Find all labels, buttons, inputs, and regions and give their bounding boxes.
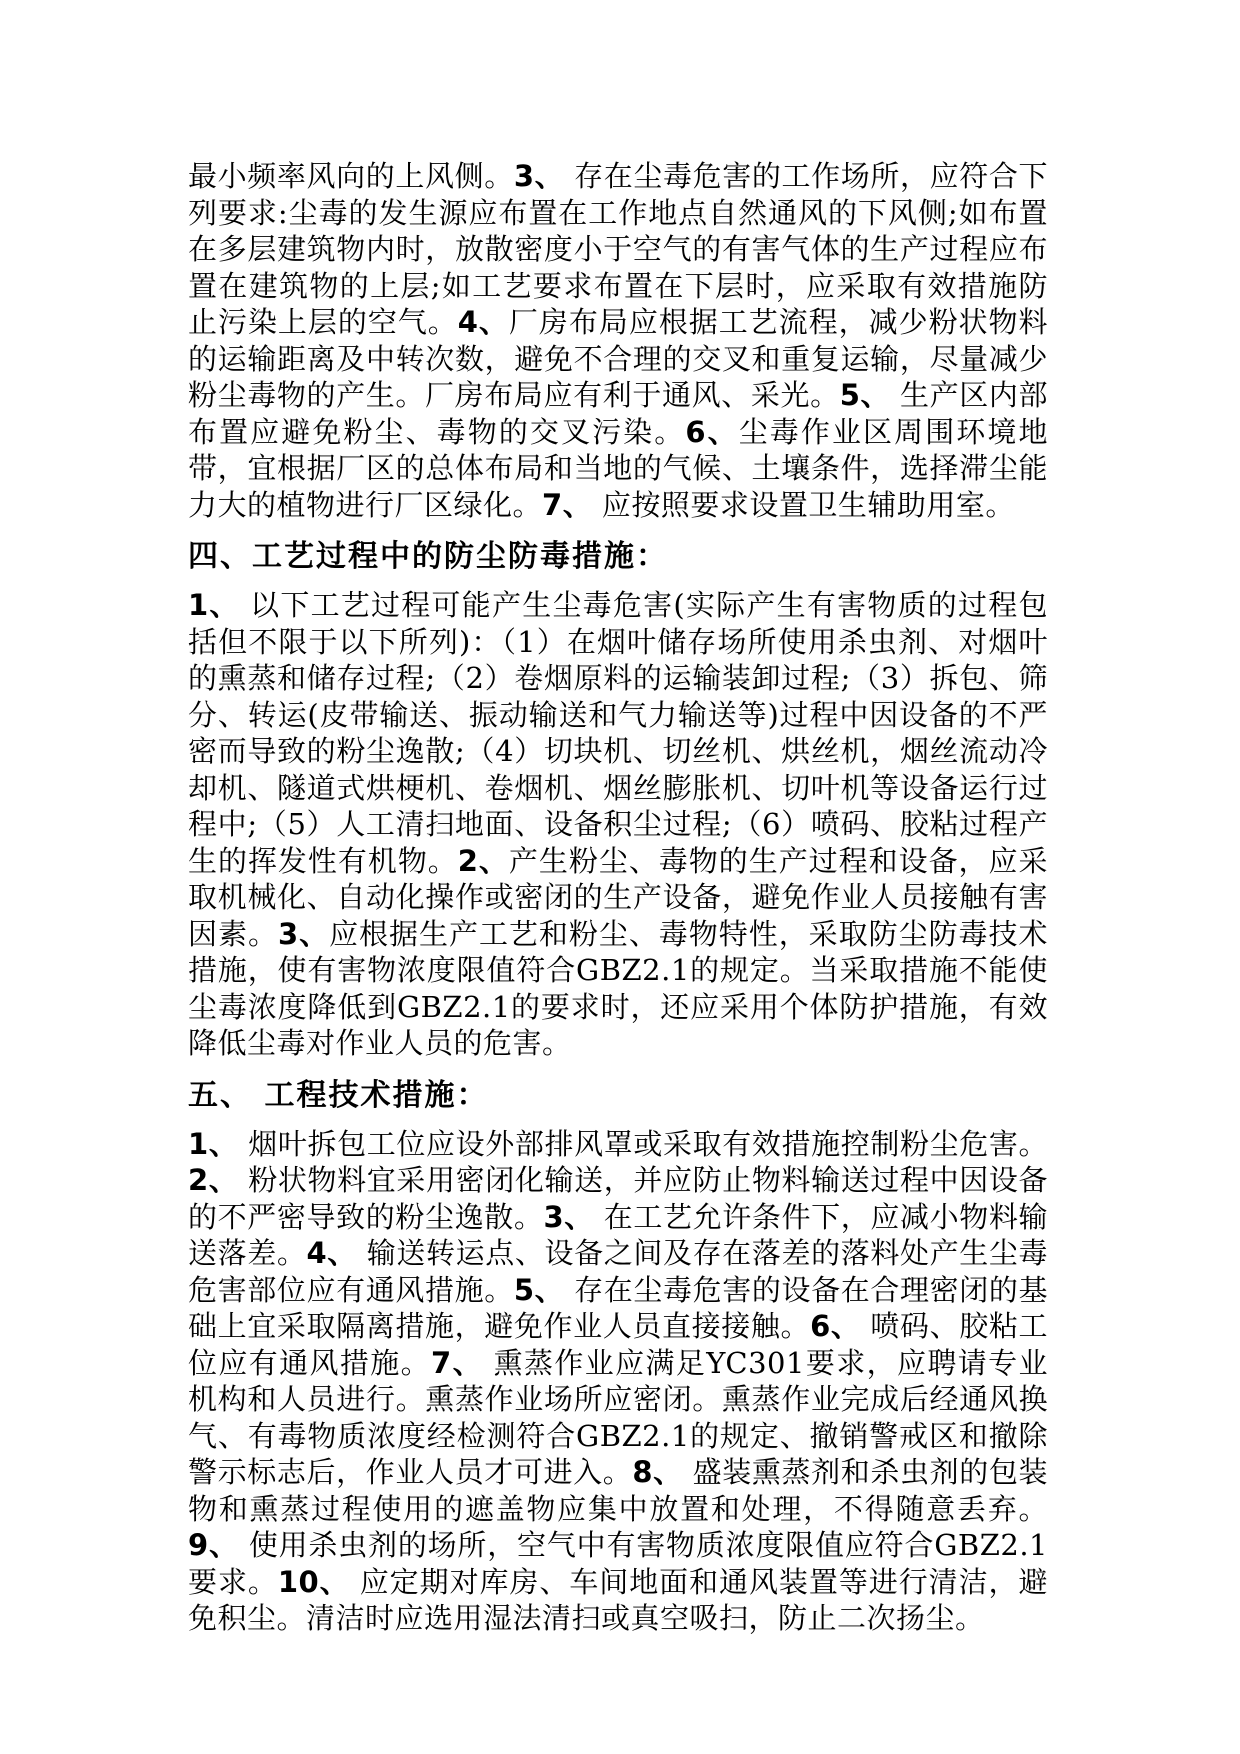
item-text: 使用杀虫剂的场所，空气中有害物质浓度限值应符合GBZ2.1要求。	[188, 1528, 1049, 1599]
item-text: 熏蒸作业应满足YC301要求，应聘请专业机构和人员进行。熏蒸作业场所应密闭。熏蒸作业完成后经通风换气、有毒物质浓度经检测符合GBZ2.1的规定、撤销警戒区和撤除警示标志后，作业人员才可进入。	[188, 1345, 1048, 1489]
paragraph-section4	[188, 587, 1048, 1062]
item-number: 9、	[188, 1528, 239, 1562]
item-text: 应按照要求设置卫生辅助用室。	[592, 487, 1015, 522]
item-number: 5、	[513, 1272, 565, 1307]
item-text: 应根据生产工艺和粉尘、毒物特性，采取防尘防毒技术措施，使有害物浓度限值符合GBZ2.1的规定。当采取措施不能使尘毒浓度降低到GBZ2.1的要求时，还应采用个体防护措施，有效降低尘毒对作业人员的危害。	[188, 916, 1048, 1060]
item-text: 最小频率风向的上风侧。	[188, 159, 514, 193]
item-number: 10、	[277, 1564, 350, 1599]
item-number: 4、	[306, 1236, 357, 1270]
item-text: 粉状物料宜采用密闭化输送，并应防止物料输送过程中因设备的不严密导致的粉尘逸散。	[188, 1163, 1048, 1234]
item-number: 1、	[188, 1126, 239, 1161]
section-heading-5: 五、 工程技术措施：	[188, 1077, 489, 1113]
item-number: 3、	[277, 916, 330, 951]
item-text: 在工艺允许条件下，应减小物料输送落差。	[188, 1199, 1048, 1270]
item-text: 以下工艺过程可能产生尘毒危害(实际产生有害物质的过程包括但不限于以下所列)：（1）在烟叶储存场所使用杀虫剂、对烟叶的熏蒸和储存过程;（2）卷烟原料的运输装卸过程;（3）拆包、筛分、转运(皮带输送、振动输送和气力输送等)过程中因设备的不严密而导致的粉尘逸散;（4）切块机、切丝机、烘丝机，烟丝流动冷却机、隧道式烘梗机、卷烟机、烟丝膨胀机、切叶机等设备运行过程中;（5）人工清扫地面、设备积尘过程;（6）喷码、胶粘过程产生的挥发性有机物。	[188, 588, 1048, 878]
item-text: 尘毒作业区周围环境地带，宜根据厂区的总体布局和当地的气候、土壤条件，选择滞尘能力大的植物进行厂区绿化。	[188, 414, 1048, 522]
section-heading-4: 四、工艺过程中的防尘防毒措施：	[188, 539, 668, 574]
item-number: 5、	[839, 378, 891, 412]
item-text: 盛装熏蒸剂和杀虫剂的包装物和熏蒸过程使用的遮盖物应集中放置和处理，不得随意丢弃。	[188, 1455, 1048, 1526]
item-text: 喷码、胶粘工位应有通风措施。	[188, 1309, 1048, 1380]
item-number: 8、	[632, 1455, 683, 1489]
item-number: 7、	[431, 1345, 483, 1380]
item-text: 存在尘毒危害的工作场所，应符合下列要求:尘毒的发生源应布置在工作地点自然通风的下风侧;如布置在多层建筑物内时，放散密度小于空气的有害气体的生产过程应布置在建筑物的上层;如工艺要求布置在下层时，应采取有效措施防止污染上层的空气。	[188, 159, 1048, 339]
paragraph-section3-tail	[188, 158, 1048, 523]
item-number: 1、	[188, 588, 240, 622]
item-number: 3、	[543, 1199, 594, 1234]
document-page	[188, 158, 1048, 1637]
item-number: 4、	[457, 305, 509, 339]
item-number: 3、	[513, 159, 565, 193]
item-number: 6、	[810, 1309, 861, 1343]
item-text: 输送转运点、设备之间及存在落差的落料处产生尘毒危害部位应有通风措施。	[188, 1236, 1048, 1307]
item-number: 6、	[685, 414, 739, 449]
item-number: 2、	[457, 843, 509, 878]
item-text: 应定期对库房、车间地面和通风装置等进行清洁，避免积尘。清洁时应选用湿法清扫或真空吸扫，防止二次扬尘。	[188, 1564, 1048, 1635]
item-number: 7、	[542, 487, 593, 522]
item-text: 厂房布局应根据工艺流程，减少粉状物料的运输距离及中转次数，避免不合理的交叉和重复运输，尽量减少粉尘毒物的产生。厂房布局应有利于通风、采光。	[188, 305, 1048, 412]
item-text: 产生粉尘、毒物的生产过程和设备，应采取机械化、自动化操作或密闭的生产设备，避免作业人员接触有害因素。	[188, 843, 1048, 951]
item-text: 生产区内部布置应避免粉尘、毒物的交叉污染。	[188, 378, 1048, 449]
item-text: 烟叶拆包工位应设外部排风罩或采取有效措施控制粉尘危害。	[238, 1126, 1048, 1161]
item-text: 存在尘毒危害的设备在合理密闭的基础上宜采取隔离措施，避免作业人员直接接触。	[188, 1272, 1048, 1343]
item-number: 2、	[188, 1163, 239, 1197]
paragraph-section5	[188, 1126, 1048, 1637]
